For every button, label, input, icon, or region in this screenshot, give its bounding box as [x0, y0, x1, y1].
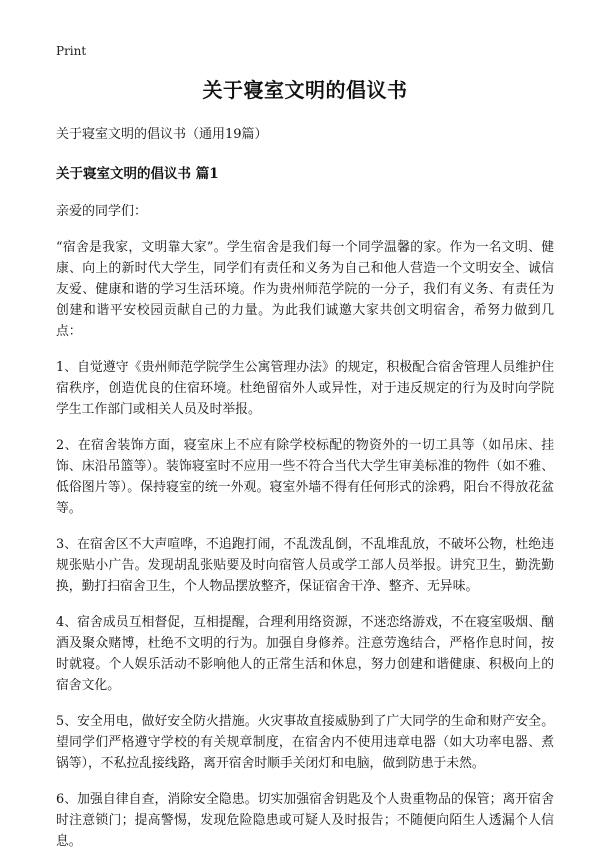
- print-label: Print: [56, 44, 87, 58]
- paragraph-item-5: 5、安全用电，做好安全防火措施。火灾事故直接威胁到了广大同学的生命和财产安全。望同学们严格遵守学校的有关规章制度，在宿舍内不使用违章电器（如大功率电器、煮锅等），不私拉乱接线路，离开宿舍时顺手关闭灯和电脑，做到防患于未然。: [56, 714, 554, 771]
- document-subtitle: 关于寝室文明的倡议书（通用19篇）: [56, 127, 268, 142]
- section-title: 关于寝室文明的倡议书 篇1: [56, 166, 219, 182]
- paragraph-item-6: 6、加强自律自查，消除安全隐患。切实加强宿舍钥匙及个人贵重物品的保管；离开宿舍时注意锁门；提高警惕，发现危险隐患或可疑人及时报告；不随便向陌生人透漏个人信息。: [56, 792, 554, 849]
- paragraph-item-3: 3、在宿舍区不大声喧哗，不追跑打闹，不乱泼乱倒，不乱堆乱放，不破坏公物，杜绝违规张贴小广告。发现胡乱张贴要及时向宿管人员或学工部人员举报。讲究卫生，勤洗勤换，勤打扫宿舍卫生，个人物品摆放整齐，保证宿舍干净、整齐、无异味。: [56, 537, 554, 594]
- paragraph-intro: “宿舍是我家，文明靠大家”。学生宿舍是我们每一个同学温馨的家。作为一名文明、健康、向上的新时代大学生，同学们有责任和义务为自己和他人营造一个文明安全、诚信友爱、健康和谐的学习生活环境。作为贵州师范学院的一分子，我们有义务、有责任为创建和谐平安校园贡献自己的力量。为此我们诚邀大家共创文明宿舍，希努力做到几点：: [56, 240, 554, 339]
- paragraph-item-4: 4、宿舍成员互相督促，互相提醒，合理利用络资源，不迷恋络游戏，不在寝室吸烟、酗酒及聚众赌博，杜绝不文明的行为。加强自身修养。注意劳逸结合，严格作息时间，按时就寝。个人娱乐活动不影响他人的正常生活和休息，努力创建和谐健康、积极向上的宿舍文化。: [56, 615, 554, 693]
- greeting: 亲爱的同学们：: [56, 204, 148, 219]
- paragraph-item-2: 2、在宿舍装饰方面，寝室床上不应有除学校标配的物资外的一切工具等（如吊床、挂饰、床沿吊篮等）。装饰寝室时不应用一些不符合当代大学生审美标准的物件（如不雅、低俗图片等）。保持寝室的统一外观。寝室外墙不得有任何形式的涂鸦，阳台不得放花盆等。: [56, 438, 554, 516]
- document-title: 关于寝室文明的倡议书: [202, 78, 408, 102]
- paragraph-item-1: 1、自觉遵守《贵州师范学院学生公寓管理办法》的规定，积极配合宿舍管理人员维护住宿秩序，创造优良的住宿环境。杜绝留宿外人或异性，对于违反规定的行为及时向学院学生工作部门或相关人员及时举报。: [56, 360, 554, 417]
